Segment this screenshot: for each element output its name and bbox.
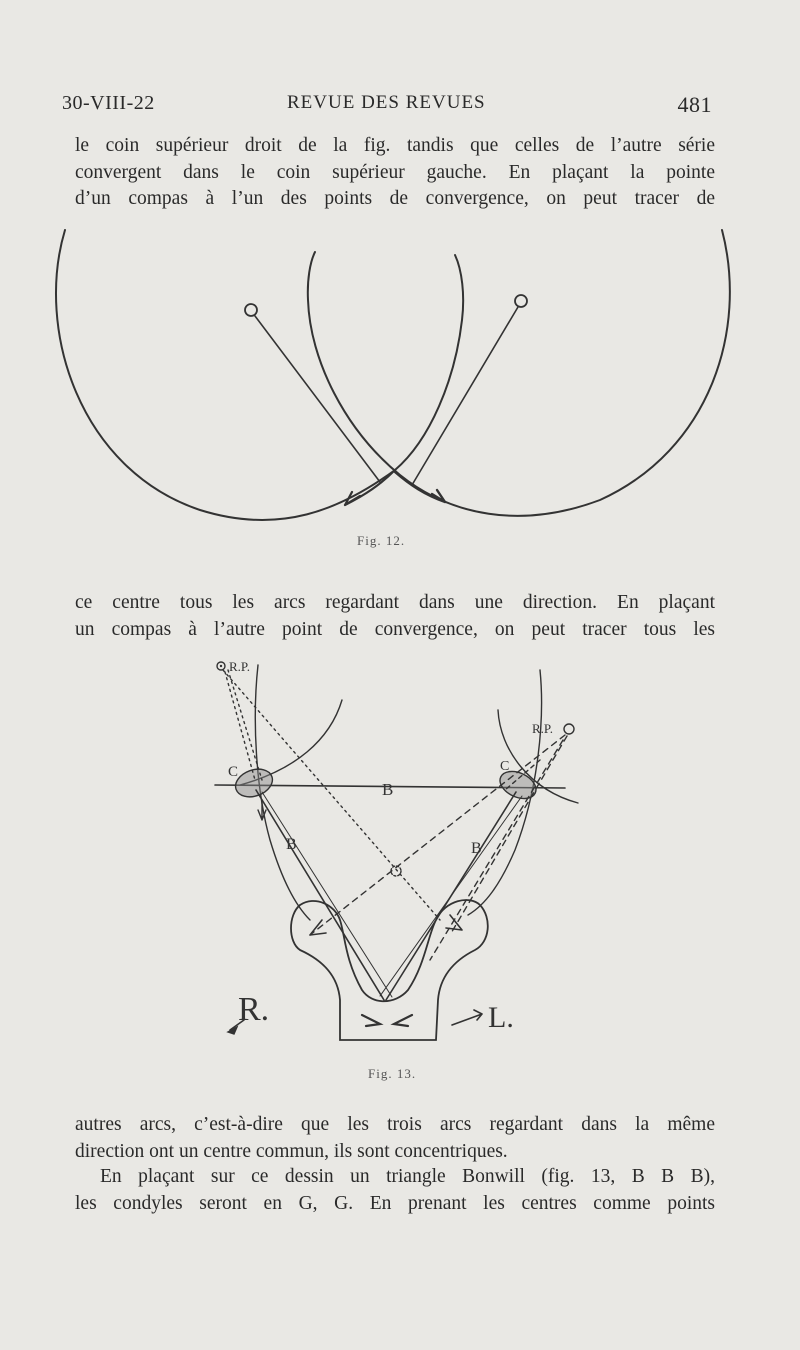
fig12-right-line xyxy=(412,307,518,485)
fig12-right-arc xyxy=(308,230,730,516)
text-line: ce centre tous les arcs regardant dans une direction. En plaçant xyxy=(75,592,715,613)
fig13-b-right-label: B xyxy=(471,840,482,857)
fig13-r-label: R. xyxy=(238,991,270,1028)
fig12-left-center xyxy=(245,304,257,316)
fig12-right-center xyxy=(515,295,527,307)
figure-12-caption: Fig. 12. xyxy=(357,533,406,548)
figure-12 xyxy=(56,230,730,520)
fig13-l-label: L. xyxy=(488,1001,514,1034)
text-line: un compas à l’autre point de convergence, on peut tracer tous les xyxy=(75,618,715,640)
fig12-left-line xyxy=(255,316,380,482)
fig13-bottom-arrows xyxy=(362,1015,412,1026)
fig13-b-left-label: B xyxy=(286,836,297,853)
paragraph-3 xyxy=(75,1112,715,1165)
fig13-b-top-label: B xyxy=(382,780,394,799)
header-title: REVUE DES REVUES xyxy=(287,92,486,113)
fig13-rp-right-label: R.P. xyxy=(532,721,553,736)
text-line: le coin supérieur droit de la fig. tandis que celles de l’autre série xyxy=(75,135,715,156)
fig13-dashed-line xyxy=(310,735,565,935)
fig13-condyle-right-label: C xyxy=(500,759,510,774)
fig13-rp-right-icon xyxy=(564,724,574,734)
text-line: En plaçant sur ce dessin un triangle Bonwill (fig. 13, B B B), xyxy=(100,1166,715,1187)
fig13-triangle-left xyxy=(256,790,384,1000)
text-line: autres arcs, c’est-à-dire que les trois arcs regardant dans la même xyxy=(75,1114,715,1135)
fig13-condyle-left xyxy=(232,764,277,801)
text-line: les condyles seront en G, G. En prenant les centres comme points xyxy=(75,1192,715,1214)
figure-13 xyxy=(215,662,578,1040)
text-line: d’un compas à l’un des points de convergence, on peut tracer de xyxy=(75,188,715,209)
paragraph-2 xyxy=(75,590,715,643)
text-line: convergent dans le coin supérieur gauche. En plaçant la pointe xyxy=(75,161,715,183)
paragraph-4 xyxy=(75,1164,715,1217)
text-line: direction ont un centre commun, ils sont concentriques. xyxy=(75,1140,508,1162)
page-number: 481 xyxy=(677,92,712,117)
fig13-rp-left-label: R.P. xyxy=(229,659,250,674)
fig13-condyle-left-label: C xyxy=(228,764,239,780)
header-date: 30-VIII-22 xyxy=(62,92,155,114)
figure-13-caption: Fig. 13. xyxy=(368,1066,417,1081)
